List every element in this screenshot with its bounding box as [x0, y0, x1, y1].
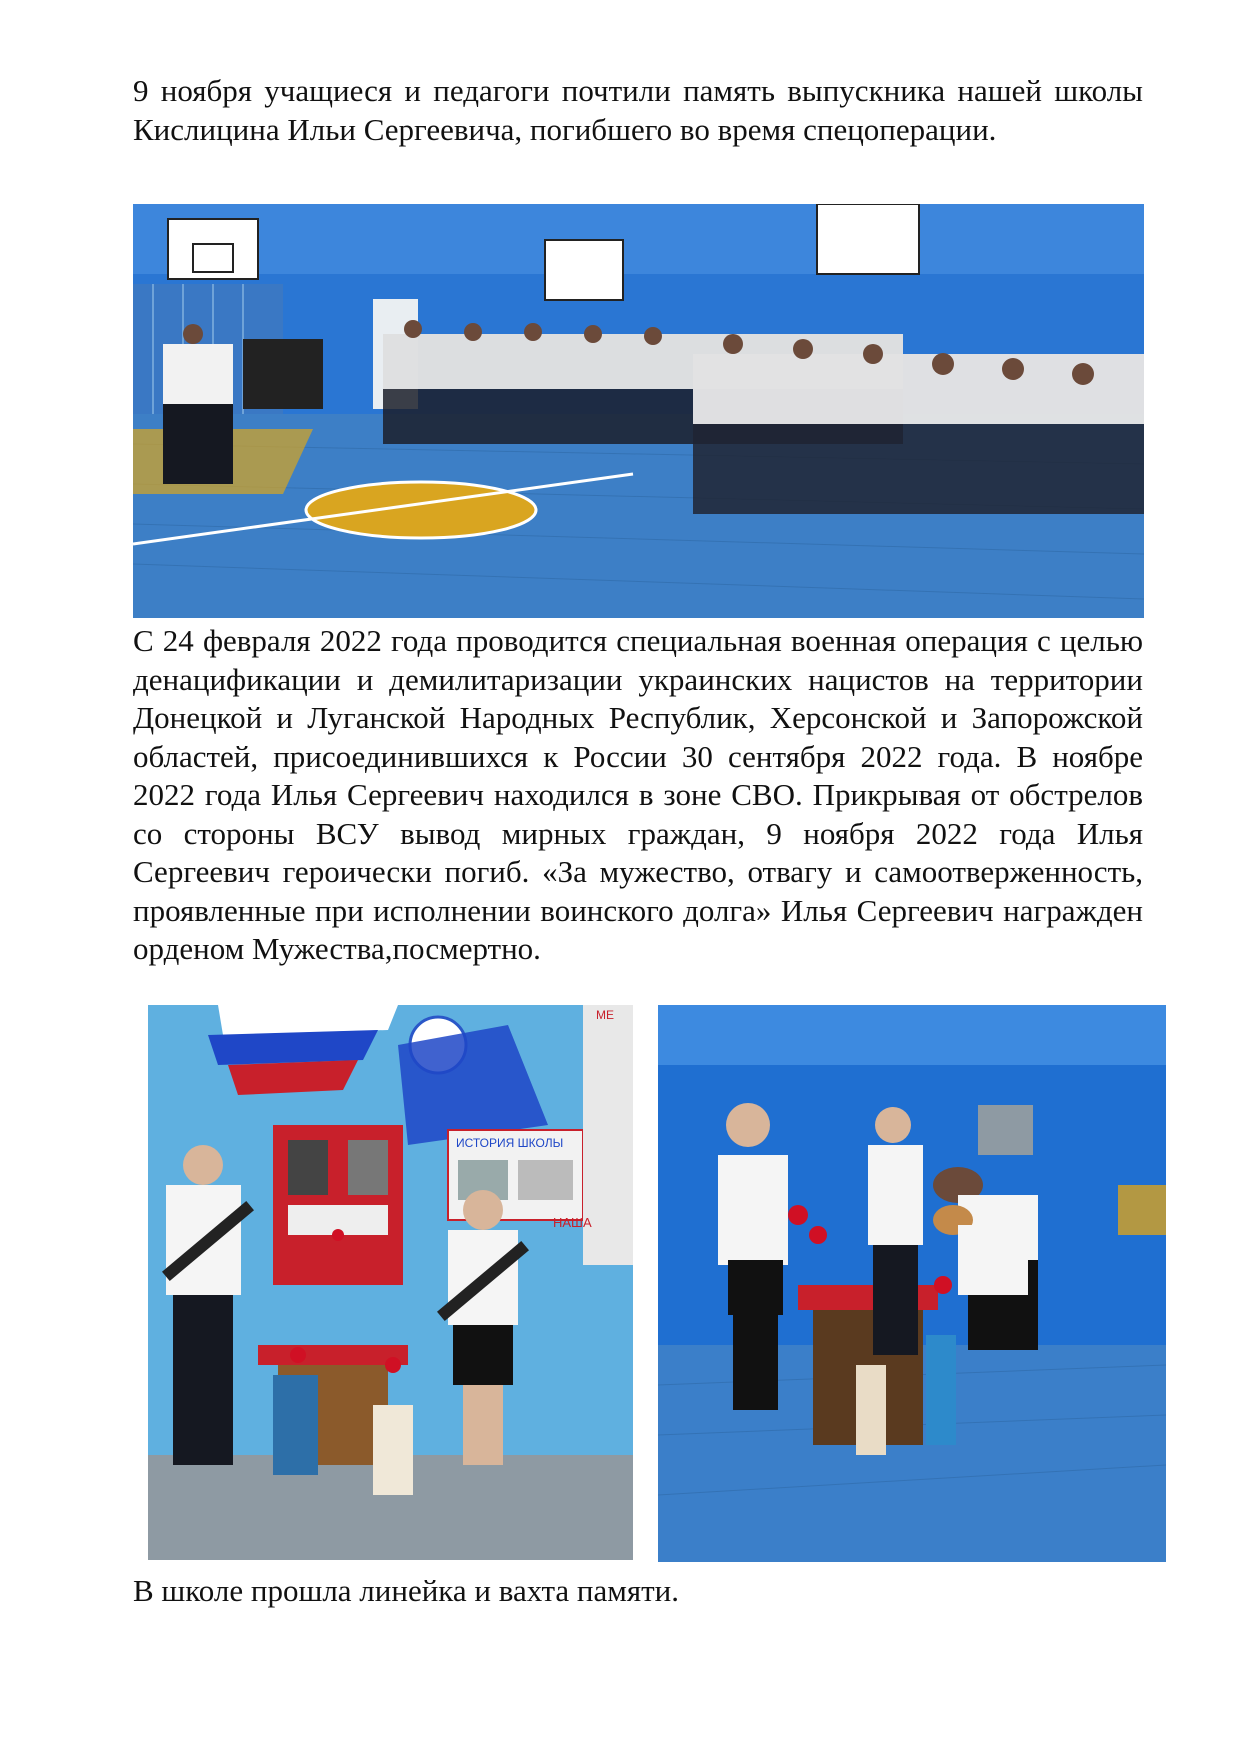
intro-paragraph: 9 ноября учащиеся и педагоги почтили память выпускника нашей школы Кислицина Ильи Сергеевича, погибшего во время спецоперации. [133, 73, 1143, 147]
me-sign-text: МЕ [596, 1008, 614, 1022]
photo-gym-assembly [133, 204, 1144, 618]
closing-paragraph: В школе прошла линейка и вахта памяти. [133, 1573, 679, 1608]
svo-paragraph: С 24 февраля 2022 года проводится специальная военная операция с целью денацификации и демилитаризации украинских нацистов на территории Донецкой и Луганской Народных Республик, Херсонской и Запорожской областей, присоединившихся к России 30 сентября 2022 года. В ноябре 2022 года Илья Сергеевич находился в зоне СВО. Прикрывая от обстрелов со стороны ВСУ вывод мирных граждан, 9 ноября 2022 года Илья Сергеевич героически погиб. «За мужество, отвагу и самоотверженность, проявленные при исполнении воинского долга» Илья Сергеевич награжден орденом Мужества,посмертно. [133, 623, 1143, 966]
nasha-sign-text: НАША [553, 1215, 592, 1230]
photo-honor-guard-wall [148, 1005, 633, 1560]
photo-flower-laying [658, 1005, 1166, 1562]
history-sign-text: ИСТОРИЯ ШКОЛЫ [456, 1136, 564, 1150]
